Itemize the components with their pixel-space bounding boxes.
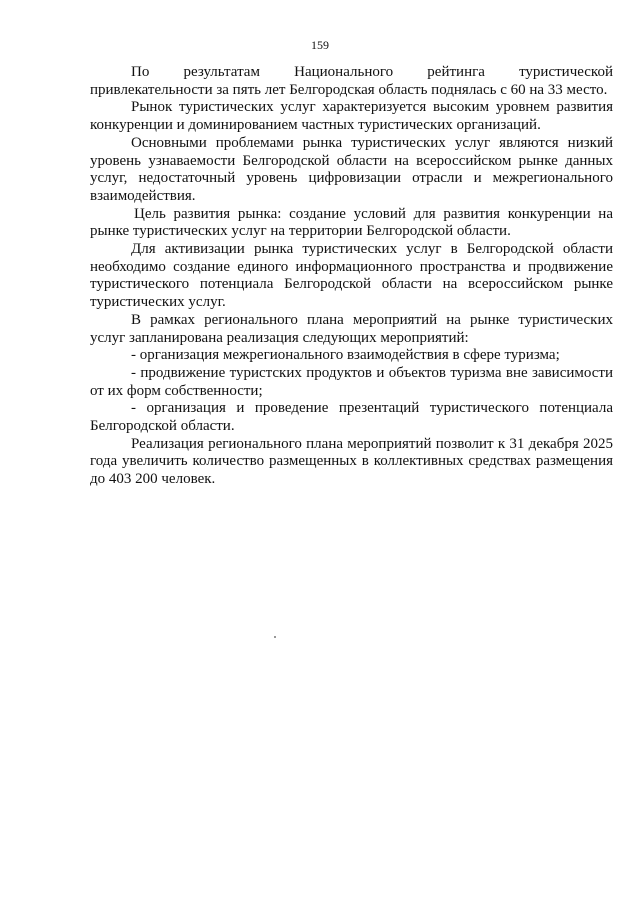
list-item-promotion: - продвижение туристских продуктов и объектов туризма вне зависимости от их форм собственности; [90,364,613,399]
paragraph-plan-outcome: Реализация регионального плана мероприятий позволит к 31 декабря 2025 года увеличить количество размещенных в коллективных средствах размещения до 403 200 человек. [90,435,613,488]
list-item-interregional: - организация межрегионального взаимодействия в сфере туризма; [131,347,560,364]
paragraph-activation: Для активизации рынка туристических услуг в Белгородской области необходимо создание единого информационного пространства и продвижение туристического потенциала Белгородской области на всероссийском рынке туристических услуг. [90,241,613,311]
paragraph-market-goal: Цель развития рынка: создание условий для развития конкуренции на рынке туристических услуг на территории Белгородской области. [90,205,613,240]
paragraph-plan-intro: В рамках регионального плана мероприятий на рынке туристических услуг запланирована реализация следующих мероприятий: [90,311,613,346]
paragraph-market-characteristics: Рынок туристических услуг характеризуется высоким уровнем развития конкуренции и доминированием частных туристических организаций. [90,99,613,134]
page-number: 159 [311,38,329,52]
paragraph-rating: По результатам Национального рейтинга туристической привлекательности за пять лет Белгородская область поднялась с 60 на 33 место. [90,64,613,98]
list-item-presentations: - организация и проведение презентаций туристического потенциала Белгородской области. [90,400,613,435]
document-body [90,64,613,489]
paragraph-market-problems: Основными проблемами рынка туристических услуг являются низкий уровень узнаваемости Белгородской области на всероссийском рынке данных услуг, недостаточный уровень цифровизации отрасли и межрегионального взаимодействия. [90,134,613,204]
scan-speck [274,636,276,638]
